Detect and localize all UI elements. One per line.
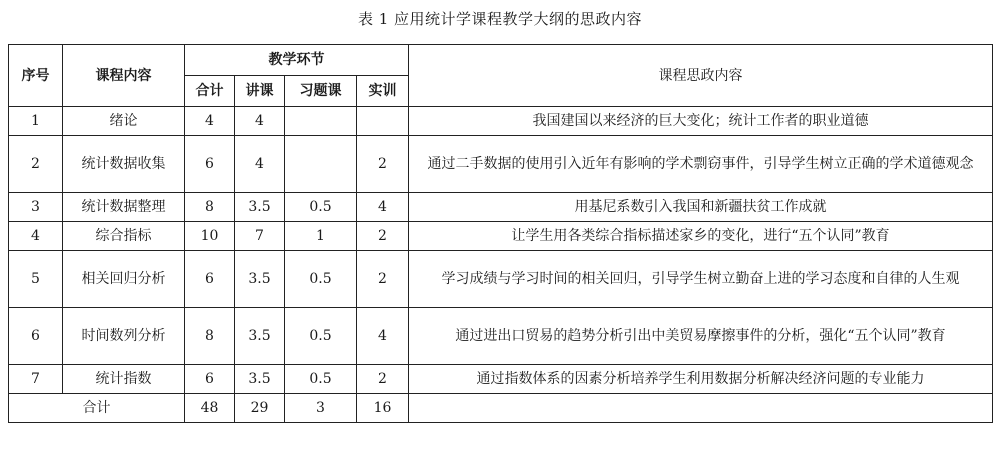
table-row bbox=[9, 222, 993, 251]
cell-ideology: 用基尼系数引入我国和新疆扶贫工作成就 bbox=[409, 193, 993, 222]
cell-practice bbox=[357, 107, 409, 136]
cell-lecture: 3.5 bbox=[235, 308, 285, 365]
table-row bbox=[9, 136, 993, 193]
total-exercise: 3 bbox=[285, 394, 357, 423]
total-hours: 48 bbox=[185, 394, 235, 423]
cell-course: 绪论 bbox=[63, 107, 185, 136]
total-ideology bbox=[409, 394, 993, 423]
table-row bbox=[9, 107, 993, 136]
cell-practice: 4 bbox=[357, 308, 409, 365]
header-ideology: 课程思政内容 bbox=[409, 45, 993, 107]
total-label: 合计 bbox=[9, 394, 185, 423]
cell-total: 6 bbox=[185, 251, 235, 308]
header-seq: 序号 bbox=[9, 45, 63, 107]
cell-total: 6 bbox=[185, 136, 235, 193]
header-stages: 教学环节 bbox=[185, 45, 409, 76]
header-exercise: 习题课 bbox=[285, 76, 357, 107]
cell-ideology: 让学生用各类综合指标描述家乡的变化，进行“五个认同”教育 bbox=[409, 222, 993, 251]
table-row bbox=[9, 308, 993, 365]
cell-lecture: 4 bbox=[235, 136, 285, 193]
cell-exercise: 0.5 bbox=[285, 308, 357, 365]
cell-exercise bbox=[285, 136, 357, 193]
cell-ideology: 通过进出口贸易的趋势分析引出中美贸易摩擦事件的分析，强化“五个认同”教育 bbox=[409, 308, 993, 365]
table-header bbox=[9, 45, 993, 107]
cell-course: 统计数据收集 bbox=[63, 136, 185, 193]
header-course: 课程内容 bbox=[63, 45, 185, 107]
cell-total: 4 bbox=[185, 107, 235, 136]
cell-total: 8 bbox=[185, 193, 235, 222]
cell-seq: 4 bbox=[9, 222, 63, 251]
total-lecture: 29 bbox=[235, 394, 285, 423]
cell-exercise bbox=[285, 107, 357, 136]
cell-seq: 7 bbox=[9, 365, 63, 394]
cell-seq: 3 bbox=[9, 193, 63, 222]
cell-ideology: 通过指数体系的因素分析培养学生利用数据分析解决经济问题的专业能力 bbox=[409, 365, 993, 394]
cell-seq: 2 bbox=[9, 136, 63, 193]
total-row bbox=[9, 394, 993, 423]
table-body bbox=[9, 107, 993, 423]
cell-ideology: 通过二手数据的使用引入近年有影响的学术剽窃事件，引导学生树立正确的学术道德观念 bbox=[409, 136, 993, 193]
cell-practice: 2 bbox=[357, 136, 409, 193]
cell-course: 时间数列分析 bbox=[63, 308, 185, 365]
cell-practice: 2 bbox=[357, 251, 409, 308]
cell-lecture: 3.5 bbox=[235, 251, 285, 308]
cell-ideology: 我国建国以来经济的巨大变化；统计工作者的职业道德 bbox=[409, 107, 993, 136]
cell-course: 统计指数 bbox=[63, 365, 185, 394]
cell-practice: 2 bbox=[357, 365, 409, 394]
cell-ideology: 学习成绩与学习时间的相关回归，引导学生树立勤奋上进的学习态度和自律的人生观 bbox=[409, 251, 993, 308]
cell-exercise: 0.5 bbox=[285, 365, 357, 394]
table-caption: 表 1 应用统计学课程教学大纲的思政内容 bbox=[357, 10, 643, 28]
cell-seq: 5 bbox=[9, 251, 63, 308]
header-practice: 实训 bbox=[357, 76, 409, 107]
total-practice: 16 bbox=[357, 394, 409, 423]
header-lecture: 讲课 bbox=[235, 76, 285, 107]
cell-seq: 6 bbox=[9, 308, 63, 365]
table-row bbox=[9, 193, 993, 222]
cell-lecture: 7 bbox=[235, 222, 285, 251]
cell-total: 6 bbox=[185, 365, 235, 394]
cell-exercise: 1 bbox=[285, 222, 357, 251]
cell-course: 综合指标 bbox=[63, 222, 185, 251]
cell-exercise: 0.5 bbox=[285, 193, 357, 222]
header-total: 合计 bbox=[185, 76, 235, 107]
cell-practice: 4 bbox=[357, 193, 409, 222]
cell-exercise: 0.5 bbox=[285, 251, 357, 308]
table-row bbox=[9, 251, 993, 308]
cell-lecture: 3.5 bbox=[235, 365, 285, 394]
cell-course: 相关回归分析 bbox=[63, 251, 185, 308]
cell-total: 8 bbox=[185, 308, 235, 365]
table-row bbox=[9, 365, 993, 394]
cell-lecture: 3.5 bbox=[235, 193, 285, 222]
cell-seq: 1 bbox=[9, 107, 63, 136]
cell-lecture: 4 bbox=[235, 107, 285, 136]
cell-course: 统计数据整理 bbox=[63, 193, 185, 222]
cell-total: 10 bbox=[185, 222, 235, 251]
cell-practice: 2 bbox=[357, 222, 409, 251]
syllabus-table bbox=[8, 44, 993, 423]
